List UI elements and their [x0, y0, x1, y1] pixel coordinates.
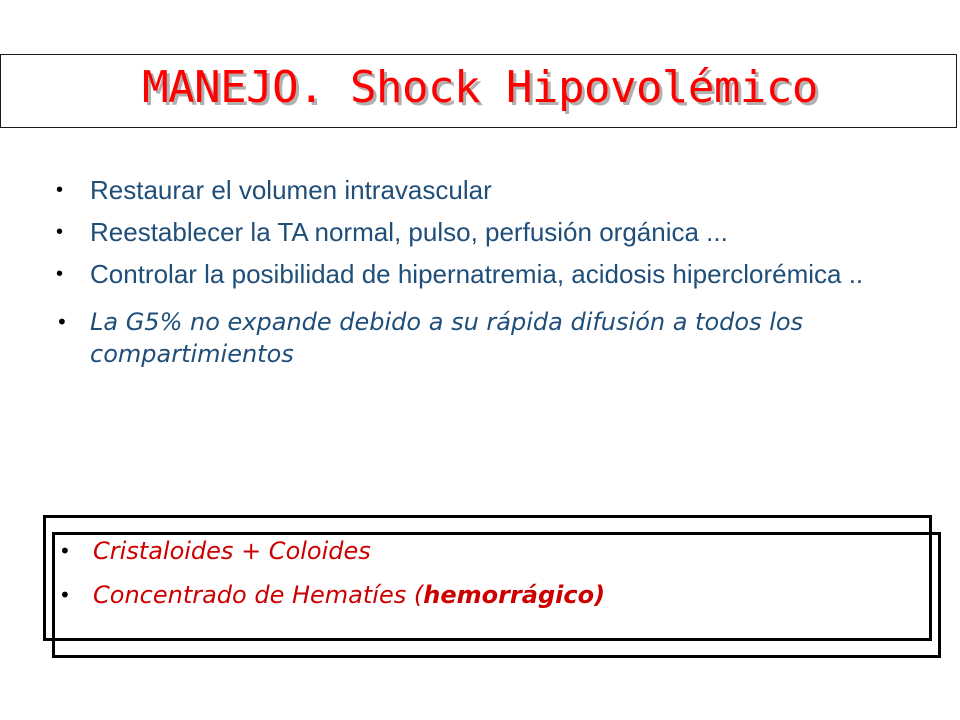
list-item [52, 306, 912, 370]
list-item [52, 258, 912, 290]
box-bullet-list [52, 532, 941, 658]
bullet-icon: • [56, 310, 68, 334]
bullet-icon: • [56, 179, 64, 201]
list-item [52, 216, 912, 248]
list-item [55, 535, 938, 567]
main-bullet-list [52, 174, 912, 380]
bullet-icon: • [59, 539, 71, 563]
list-item-text: Restaurar el volumen intravascular [90, 175, 492, 205]
bullet-icon: • [56, 263, 64, 285]
box-item-text: Cristaloides + Coloides [93, 537, 371, 565]
list-item-text: Reestablecer la TA normal, pulso, perfusión orgánica ... [90, 217, 728, 247]
box-item-bold-text: hemorrágico) [423, 581, 606, 609]
slide-title: MANEJO. Shock Hipovolémico [142, 62, 818, 113]
bullet-icon: • [56, 221, 64, 243]
list-item-text: La G5% no expande debido a su rápida difusión a todos los compartimientos [90, 308, 804, 368]
bullet-icon: • [59, 583, 71, 607]
list-item [55, 579, 938, 611]
list-item-text: Controlar la posibilidad de hipernatremia, acidosis hiperclorémica .. [90, 259, 864, 289]
list-item [52, 174, 912, 206]
box-item-text: Concentrado de Hematíes ( [93, 581, 424, 609]
